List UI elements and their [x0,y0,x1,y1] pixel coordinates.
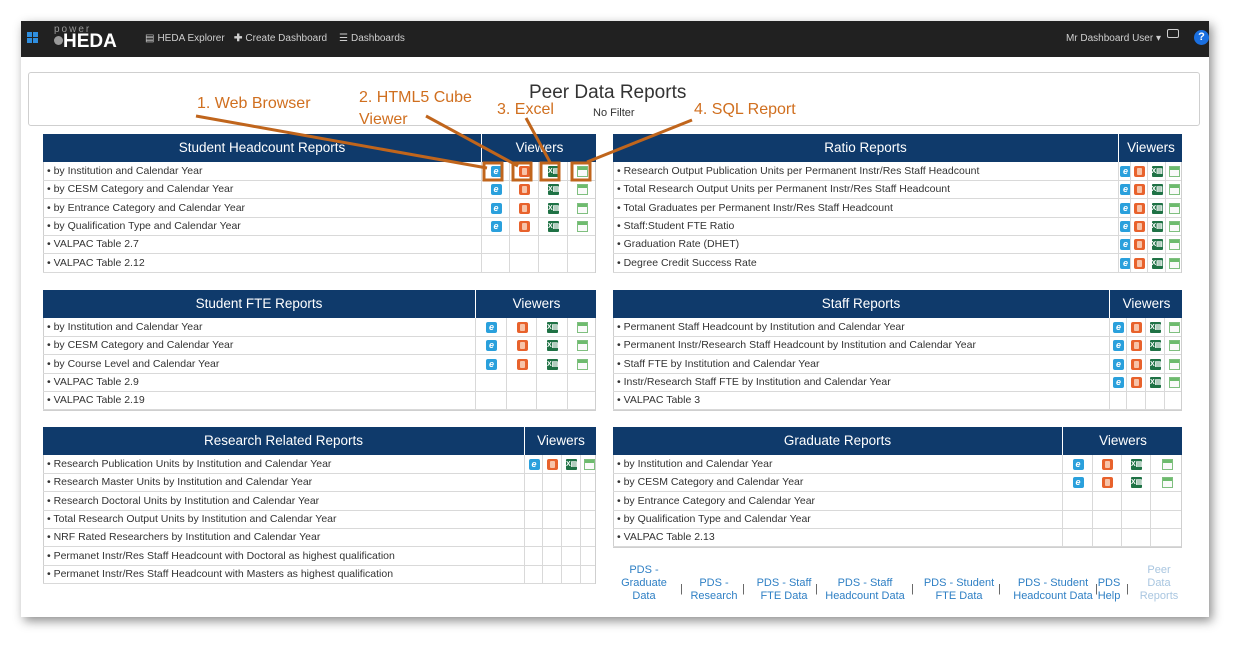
report-label[interactable]: • Instr/Research Staff FTE by Institution and Calendar Year [617,375,891,388]
footer-separator: | [742,583,745,595]
footer-link[interactable]: PDS - Staff FTE Data [756,577,812,602]
nav-heda-explorer[interactable]: ▤ HEDA Explorer [145,33,225,44]
excel-icon[interactable]: X▤ [548,222,560,230]
excel-icon[interactable]: X▤ [1151,222,1163,230]
nav-create-dashboard[interactable]: ✚ Create Dashboard [234,33,328,44]
excel-icon[interactable]: X▤ [1131,461,1143,468]
report-label[interactable]: • by Entrance Category and Calendar Year [617,494,816,507]
report-label[interactable]: • Total Research Output Units per Permanent Instr/Res Staff Headcount [617,183,951,196]
panel-title: Student FTE Reports [195,296,323,311]
app-window [21,21,1209,617]
report-label[interactable]: • Total Research Output Units by Institution and Calendar Year [47,512,337,525]
report-label[interactable]: • by Qualification Type and Calendar Year [47,219,241,232]
excel-icon[interactable]: X▤ [547,360,559,368]
report-label[interactable]: • by Institution and Calendar Year [617,458,773,470]
ie-icon[interactable]: e [1120,221,1131,232]
report-label[interactable]: • Permanet Instr/Res Staff Headcount with Masters as highest qualification [47,567,394,580]
report-label[interactable]: • Research Output Publication Units per Permanent Instr/Res Staff Headcount [617,165,980,177]
footer-link[interactable]: PDS Help [1097,577,1121,602]
list-icon: ☰ [339,33,348,44]
report-label[interactable]: • Degree Credit Success Rate [617,256,757,269]
report-label[interactable]: • Graduation Rate (DHET) [617,238,740,251]
report-label[interactable]: • Research Doctoral Units by Institution and Calendar Year [47,494,320,507]
ie-icon[interactable]: e [486,340,497,351]
panel-title: Research Related Reports [203,433,364,448]
excel-icon[interactable]: X▤ [1151,241,1163,249]
ie-icon[interactable]: e [1120,258,1131,269]
callout-excel: 3. Excel [497,101,554,118]
ie-icon[interactable]: e [1113,377,1124,388]
page-title: Peer Data Reports [529,82,687,103]
report-label[interactable]: • Staff FTE by Institution and Calendar Year [617,357,820,370]
viewers-header: Viewers [1109,290,1183,318]
excel-icon[interactable]: X▤ [1131,479,1143,487]
excel-icon[interactable]: X▤ [548,168,560,175]
report-label[interactable]: • Permanent Staff Headcount by Institution and Calendar Year [617,321,905,333]
user-menu[interactable]: Mr Dashboard User ▾ [1065,33,1161,44]
callout-arrow-excel [526,118,551,164]
panel-title: Student Headcount Reports [178,140,346,155]
report-label[interactable]: • Total Graduates per Permanent Instr/Res Staff Headcount [617,201,893,214]
report-label[interactable]: • NRF Rated Researchers by Institution and Calendar Year [47,531,321,544]
report-label[interactable]: • VALPAC Table 2.19 [47,394,145,407]
excel-icon[interactable]: X▤ [1150,378,1162,386]
report-label[interactable]: • Permanet Instr/Res Staff Headcount with Doctoral as highest qualification [47,549,395,562]
report-label[interactable]: • by Institution and Calendar Year [47,165,203,177]
report-label[interactable]: • VALPAC Table 3 [617,394,701,407]
callout-web-browser: 1. Web Browser [197,95,311,112]
footer-separator: | [1126,583,1129,595]
report-label[interactable]: • Staff:Student FTE Ratio [617,219,735,232]
ie-icon[interactable]: e [1120,184,1131,195]
footer-link[interactable]: PDS - Student FTE Data [923,577,995,602]
ie-icon[interactable]: e [1113,322,1124,333]
viewers-header: Viewers [1062,427,1183,455]
ie-icon[interactable]: e [491,166,502,177]
logo-tagline: power [54,24,92,35]
excel-icon[interactable]: X▤ [1150,342,1162,350]
excel-icon[interactable]: X▤ [1151,186,1163,194]
footer-separator: | [998,583,1001,595]
report-label[interactable]: • VALPAC Table 2.7 [47,238,139,251]
ie-icon[interactable]: e [1113,340,1124,351]
ie-icon[interactable]: e [486,359,497,370]
ie-icon[interactable]: e [486,322,497,333]
highlight-web-browser [484,163,502,180]
viewers-header: Viewers [481,134,597,162]
footer-link[interactable]: Peer Data Reports [1139,564,1179,602]
ie-icon[interactable]: e [491,184,502,195]
report-label[interactable]: • by Course Level and Calendar Year [47,357,220,370]
panel-title: Ratio Reports [824,140,907,155]
plus-icon: ✚ [234,33,243,44]
excel-icon[interactable]: X▤ [1150,324,1162,331]
footer-link[interactable]: PDS - Staff Headcount Data [825,577,905,602]
ie-icon[interactable]: e [1120,203,1131,214]
ie-icon[interactable]: e [491,221,502,232]
excel-icon[interactable]: X▤ [566,461,578,468]
report-label[interactable]: • Permanent Instr/Research Staff Headcount by Institution and Calendar Year [617,339,976,352]
footer-separator: | [815,583,818,595]
excel-icon[interactable]: X▤ [548,204,560,212]
ie-icon[interactable]: e [1120,166,1131,177]
report-label[interactable]: • VALPAC Table 2.12 [47,256,145,269]
help-icon[interactable]: ? [1194,30,1209,45]
excel-icon[interactable]: X▤ [1151,204,1163,212]
ie-icon[interactable]: e [1073,459,1084,470]
excel-icon[interactable]: X▤ [548,186,560,194]
excel-icon[interactable]: X▤ [547,324,559,331]
callout-cube-viewer: 2. HTML5 Cube [359,89,472,106]
report-label[interactable]: • by CESM Category and Calendar Year [47,339,234,352]
footer-link[interactable]: PDS - Graduate Data [621,564,667,602]
ie-icon[interactable]: e [1073,477,1084,488]
report-label[interactable]: • VALPAC Table 2.9 [47,375,139,388]
callout-cube-viewer-line2: Viewer [359,111,408,128]
excel-icon[interactable]: X▤ [1151,259,1163,267]
report-label[interactable]: • by Qualification Type and Calendar Year [617,512,811,525]
logo[interactable]: HEDA [63,31,117,52]
report-label[interactable]: • by Entrance Category and Calendar Year [47,201,246,214]
excel-icon[interactable]: X▤ [547,342,559,350]
footer-separator: | [911,583,914,595]
footer-link[interactable]: PDS - Research [690,577,738,602]
footer-link[interactable]: PDS - Student Headcount Data [1013,577,1093,602]
highlight-sql [572,163,590,180]
ie-icon[interactable]: e [529,459,540,470]
report-label[interactable]: • Research Master Units by Institution and Calendar Year [47,476,313,489]
footer-separator: | [1095,583,1098,595]
report-label[interactable]: • by CESM Category and Calendar Year [617,476,804,489]
panel-title: Staff Reports [821,296,901,311]
filter-status[interactable]: No Filter [593,107,635,119]
report-label[interactable]: • by CESM Category and Calendar Year [47,183,234,196]
panel-title: Graduate Reports [783,433,892,448]
report-label[interactable]: • Research Publication Units by Institution and Calendar Year [47,458,332,470]
callout-arrow-sql [587,120,692,162]
viewers-header: Viewers [1118,134,1183,162]
highlight-excel [541,163,559,180]
table-icon: ▤ [145,33,155,44]
footer-separator: | [680,583,683,595]
excel-icon[interactable]: X▤ [1151,168,1163,175]
callout-sql: 4. SQL Report [694,101,796,118]
excel-icon[interactable]: X▤ [1150,360,1162,368]
viewers-header: Viewers [524,427,597,455]
nav-dashboards[interactable]: ☰ Dashboards [339,33,405,44]
report-label[interactable]: • by Institution and Calendar Year [47,321,203,333]
ie-icon[interactable]: e [491,203,502,214]
report-label[interactable]: • VALPAC Table 2.13 [617,531,715,544]
ie-icon[interactable]: e [1113,359,1124,370]
viewers-header: Viewers [475,290,597,318]
ie-icon[interactable]: e [1120,239,1131,250]
